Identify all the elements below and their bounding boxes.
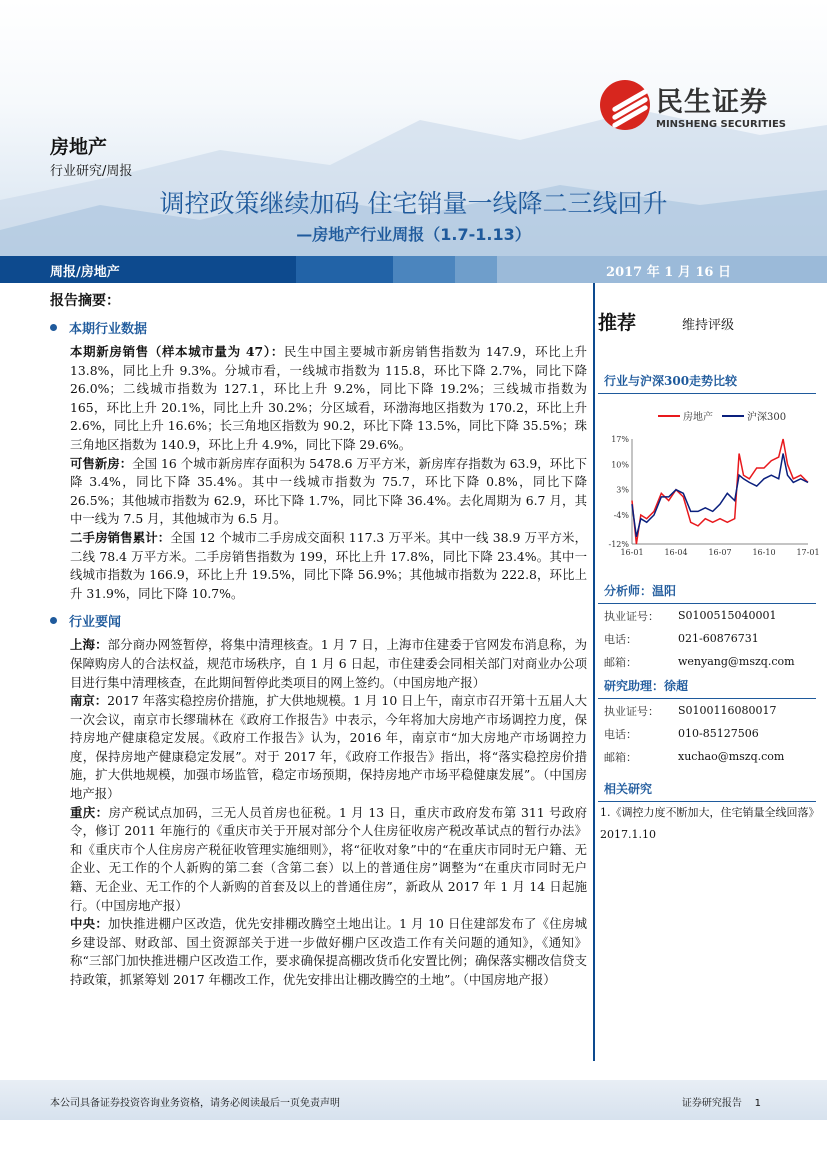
assistant-cert — [598, 699, 816, 722]
text: 加快推进棚户区改造，优先安排棚改腾空土地出让。1 月 10 日住建部发布了《住房城乡建设部、财政部、国土资源部关于进一步做好棚户区改造工作有关问题的通知》，《通知》称“三部门加快推进棚户区改造工作，要求确保提高棚改货币化安置比例；确保落实棚改信贷支持政策，抓紧筹划 2017 年棚改工作，优先安排出让棚改腾空的土地”。（中国房地产报） — [70, 916, 588, 987]
paragraph-secondhand — [70, 529, 587, 603]
rating-note: 维持评级 — [682, 318, 735, 333]
paragraph-inventory — [70, 455, 587, 529]
assistant-phone — [598, 722, 816, 745]
label: 执业证号： — [604, 609, 659, 623]
comparison-chart — [598, 394, 820, 564]
disclaimer: 本公司具备证券投资咨询业务资格，请务必阅读最后一页免责声明 — [50, 1098, 340, 1109]
x-tick-label: 16-01 — [620, 548, 644, 557]
value[interactable]: wenyang@mszq.com — [678, 655, 795, 668]
text: 民生中国主要城市新房销售指数为 147.9，环比上升 13.8%，同比上升 9.3%。分城市看，一线城市指数为 115.8，环比下降 2.7%，同比下降 26.0%；二线城市指数为 127.1，环比上升 9.2%，同比下降 19.2%；三线城市指数为 165，环比上升 20.1%，同比上升 30.2%；分区域看，环渤海地区指数为 170.2，环比上升 2.6%，同比上升 16.6%；长三角地区指数为 90.2，环比下降 13.5%，同比下降 35.5%；珠三角地区指数为 140.9，环比上升 4.9%，同比下降 29.6%。 — [70, 344, 587, 452]
value: S0100116080017 — [678, 704, 777, 717]
text: 房产税试点加码，三无人员首房也征税。1 月 13 日，重庆市政府发布第 311 号政府令，修订 2011 年施行的《重庆市关于开展对部分个人住房征收房产税改革试点的暂行办法》和《重庆市个人住房房产税征收管理实施细则》，将“征收对象”中的“在重庆市同时无户籍、无企业、无工作的个人新购的第二套（含第二套）以上的普通住房”调整为“在重庆市同时无户籍、无企业、无工作的个人新购的首套及以上的普通住房”，新政从 2017 年 1 月 14 日起施行。（中国房地产报） — [70, 804, 588, 913]
y-tick-label: 10% — [611, 460, 629, 470]
bullet-icon — [50, 617, 57, 624]
label: 邮箱： — [604, 750, 637, 764]
x-tick-label: 17-01 — [796, 548, 820, 557]
label: 邮箱： — [604, 655, 637, 669]
chart-title: 行业与沪深300走势比较 — [598, 368, 816, 394]
section-industry-data — [50, 318, 587, 337]
report-date: 2017 年 1 月 16 日 — [606, 265, 731, 280]
label: 电话： — [604, 632, 637, 646]
band-category: 周报/房地产 — [50, 265, 120, 280]
logo-en: MINSHENG SECURITIES — [656, 119, 786, 130]
text: 部分商办网签暂停，将集中清理核查。1 月 7 日，上海市住建委于官网发布消息称，为保障购房人的合法权益，规范市场秩序，自 1 月 6 日起，市住建委会同相关部门对商业办公项目进行集中清理核查，在此期间暂停此类项目的网上签约。（中国房地产报） — [70, 637, 587, 690]
label: 本期新房销售（样本城市量为 47）： — [70, 344, 284, 359]
sector-label: 房地产 — [50, 136, 108, 158]
label: 中央： — [70, 916, 108, 932]
page-number: 1 — [754, 1098, 761, 1109]
analyst-title: 分析师：温阳 — [598, 578, 816, 604]
y-tick-label: 3% — [616, 485, 629, 495]
logo-cn: 民生证券 — [656, 87, 768, 118]
series-line-沪深300 — [632, 454, 808, 537]
related-item[interactable]: 1.《调控力度不断加大，住宅销量全线回落》2017.1.10 — [600, 806, 814, 841]
x-tick-label: 16-10 — [752, 548, 776, 557]
report-subtitle: —房地产行业周报（1.7-1.13） — [296, 225, 531, 244]
value[interactable]: xuchao@mszq.com — [678, 750, 785, 763]
section-news — [50, 611, 587, 630]
related-title: 相关研究 — [598, 776, 816, 802]
label: 电话： — [604, 727, 637, 741]
news-nanjing — [70, 692, 587, 804]
rating-value: 推荐 — [598, 312, 637, 334]
logo-emblem-icon — [600, 80, 650, 130]
text: 全国 12 个城市二手房成交面积 117.3 万平米。其中一线 38.9 万平方米，二线 78.4 万平方米。二手房销售指数为 199，环比上升 17.8%，同比下降 23.4%。其中一线城市指数为 166.9，环比上升 19.5%，同比下降 56.9%；其他城市指数为 222.8，环比上升 31.9%，同比下降 10.7%。 — [70, 529, 587, 601]
y-tick-label: 17% — [611, 435, 629, 444]
legend-label: 房地产 — [683, 412, 713, 423]
column-divider — [593, 283, 595, 1061]
value: 021-60876731 — [678, 632, 759, 645]
header-banner — [0, 0, 827, 256]
summary-heading: 报告摘要： — [50, 293, 120, 309]
bullet-icon — [50, 324, 57, 331]
y-tick-label: -4% — [613, 511, 629, 521]
sidebar — [598, 300, 820, 846]
value: 010-85127506 — [678, 727, 759, 740]
category-label: 行业研究/周报 — [50, 164, 133, 179]
analyst-email — [598, 650, 816, 673]
legend-label: 沪深300 — [747, 412, 787, 423]
section-title: 行业要闻 — [69, 615, 122, 631]
rating — [598, 308, 816, 368]
summary-column — [50, 290, 587, 990]
text: 2017 年落实稳控房价措施，扩大供地规模。1 月 10 日上午，南京市召开第十五届人大一次会议，南京市长缪瑞林在《政府工作报告》中表示，今年将加大房地产市场调控力度，保持房地产健康稳定发展。《政府工作报告》认为，2016 年，南京市“加大房地产市场调控力度，保持房地产健康稳定发展”。对于 2017 年，《政府工作报告》指出，将“落实稳控房价措施，扩大供地规模，加强市场监管，稳定市场预期，保持房地产市场平稳健康发展”。（中国房地产报） — [70, 693, 587, 802]
info-band — [0, 256, 827, 283]
analyst-cert — [598, 604, 816, 627]
x-tick-label: 16-04 — [664, 548, 688, 557]
x-tick-label: 16-07 — [708, 548, 732, 557]
footer — [0, 1080, 827, 1120]
text: 全国 16 个城市新房库存面积为 5478.6 万平方米，新房库存指数为 63.9，环比下降 3.4%，同比下降 35.4%。其中一线城市指数为 75.7，环比下降 0.8%，同比下降 26.5%；其他城市指数为 62.9，环比下降 1.7%，同比下降 36.4%。去化周期为 6.7 月，其中一线为 7.5 月，其他城市为 6.5 月。 — [70, 455, 588, 527]
series-line-房地产 — [632, 439, 808, 544]
label: 重庆： — [70, 804, 109, 820]
label: 二手房销售累计： — [70, 529, 171, 545]
company-logo — [600, 80, 786, 130]
label: 南京： — [70, 693, 108, 709]
label: 可售新房： — [70, 455, 133, 471]
label: 执业证号： — [604, 704, 659, 718]
footer-right — [682, 1094, 761, 1109]
assistant-email — [598, 745, 816, 768]
news-shanghai — [70, 636, 587, 692]
section-title: 本期行业数据 — [69, 322, 148, 337]
footer-label: 证券研究报告 — [681, 1098, 742, 1109]
analyst-phone — [598, 627, 816, 650]
value: S0100515040001 — [678, 609, 777, 622]
y-tick-label: -12% — [608, 540, 629, 549]
news-central — [70, 915, 587, 989]
label: 上海： — [70, 637, 108, 653]
paragraph-new-sales — [70, 343, 587, 455]
news-chongqing — [70, 804, 587, 916]
assistant-title: 研究助理：徐超 — [598, 673, 816, 699]
report-title: 调控政策继续加码 住宅销量一线降二三线回升 — [159, 189, 668, 218]
